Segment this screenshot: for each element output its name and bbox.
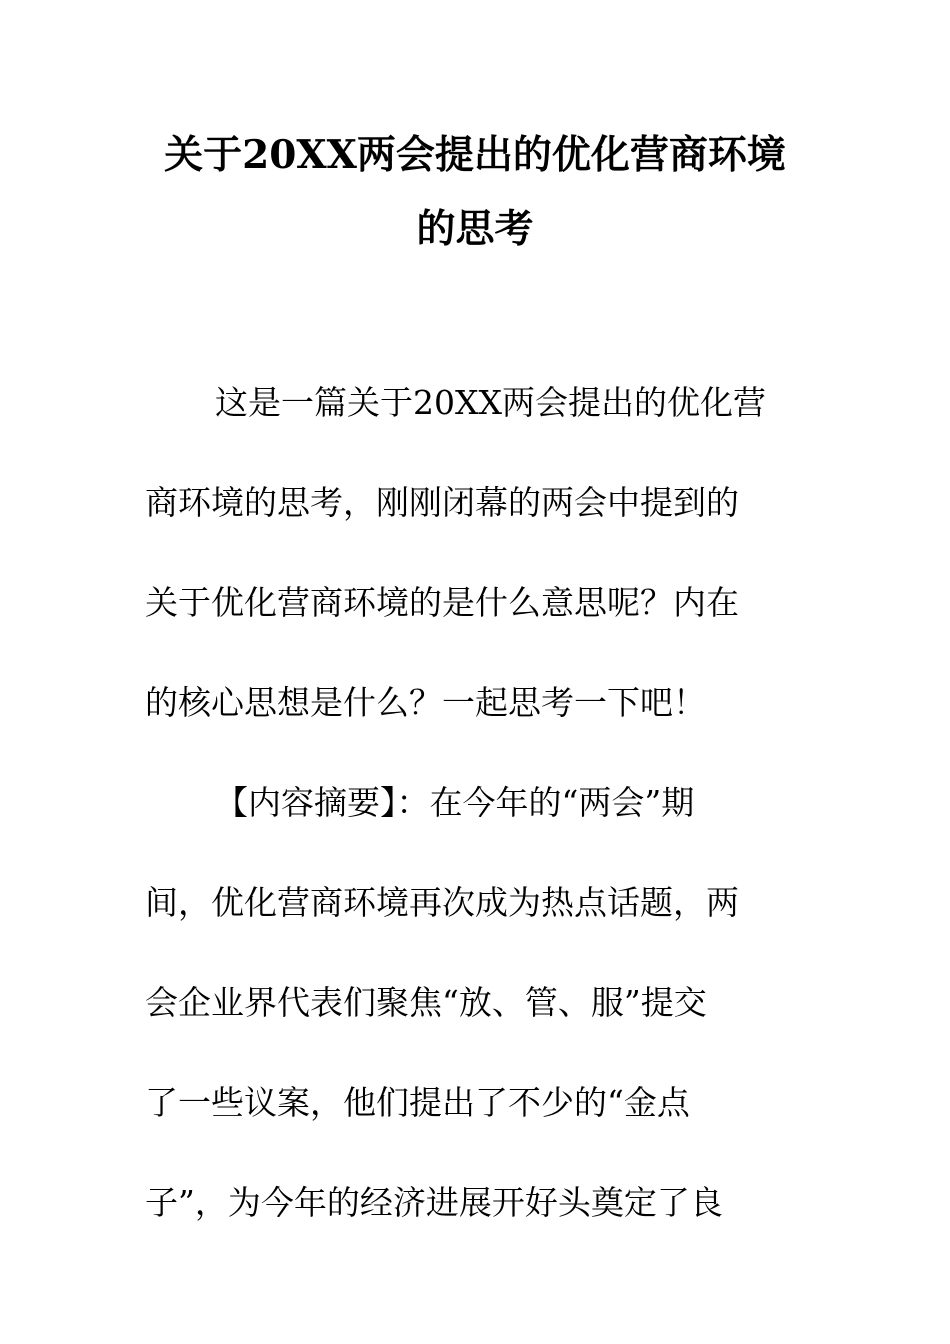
body-line-3: 关于优化营商环境的是什么意思呢？内在 <box>145 583 739 622</box>
document-title <box>145 118 805 266</box>
title-line-2: 的思考 <box>416 206 534 252</box>
body-line-4: 的核心思想是什么？一起思考一下吧！ <box>145 683 706 722</box>
body-line-7: 会企业界代表们聚焦“放、管、服”提交 <box>145 983 707 1022</box>
body-line-2: 商环境的思考，刚刚闭幕的两会中提到的 <box>145 483 739 522</box>
body-line-1: 这是一篇关于20XX两会提出的优化营 <box>215 383 766 422</box>
body-line-8: 了一些议案，他们提出了不少的“金点 <box>145 1083 690 1122</box>
body-line-9: 子”，为今年的经济进展开好头奠定了良 <box>145 1183 723 1222</box>
title-line-1: 关于20XX两会提出的优化营商环境 <box>164 132 786 178</box>
body-line-6: 间，优化营商环境再次成为热点话题，两 <box>145 883 739 922</box>
body-line-5: 【内容摘要】：在今年的“两会”期 <box>215 783 695 822</box>
